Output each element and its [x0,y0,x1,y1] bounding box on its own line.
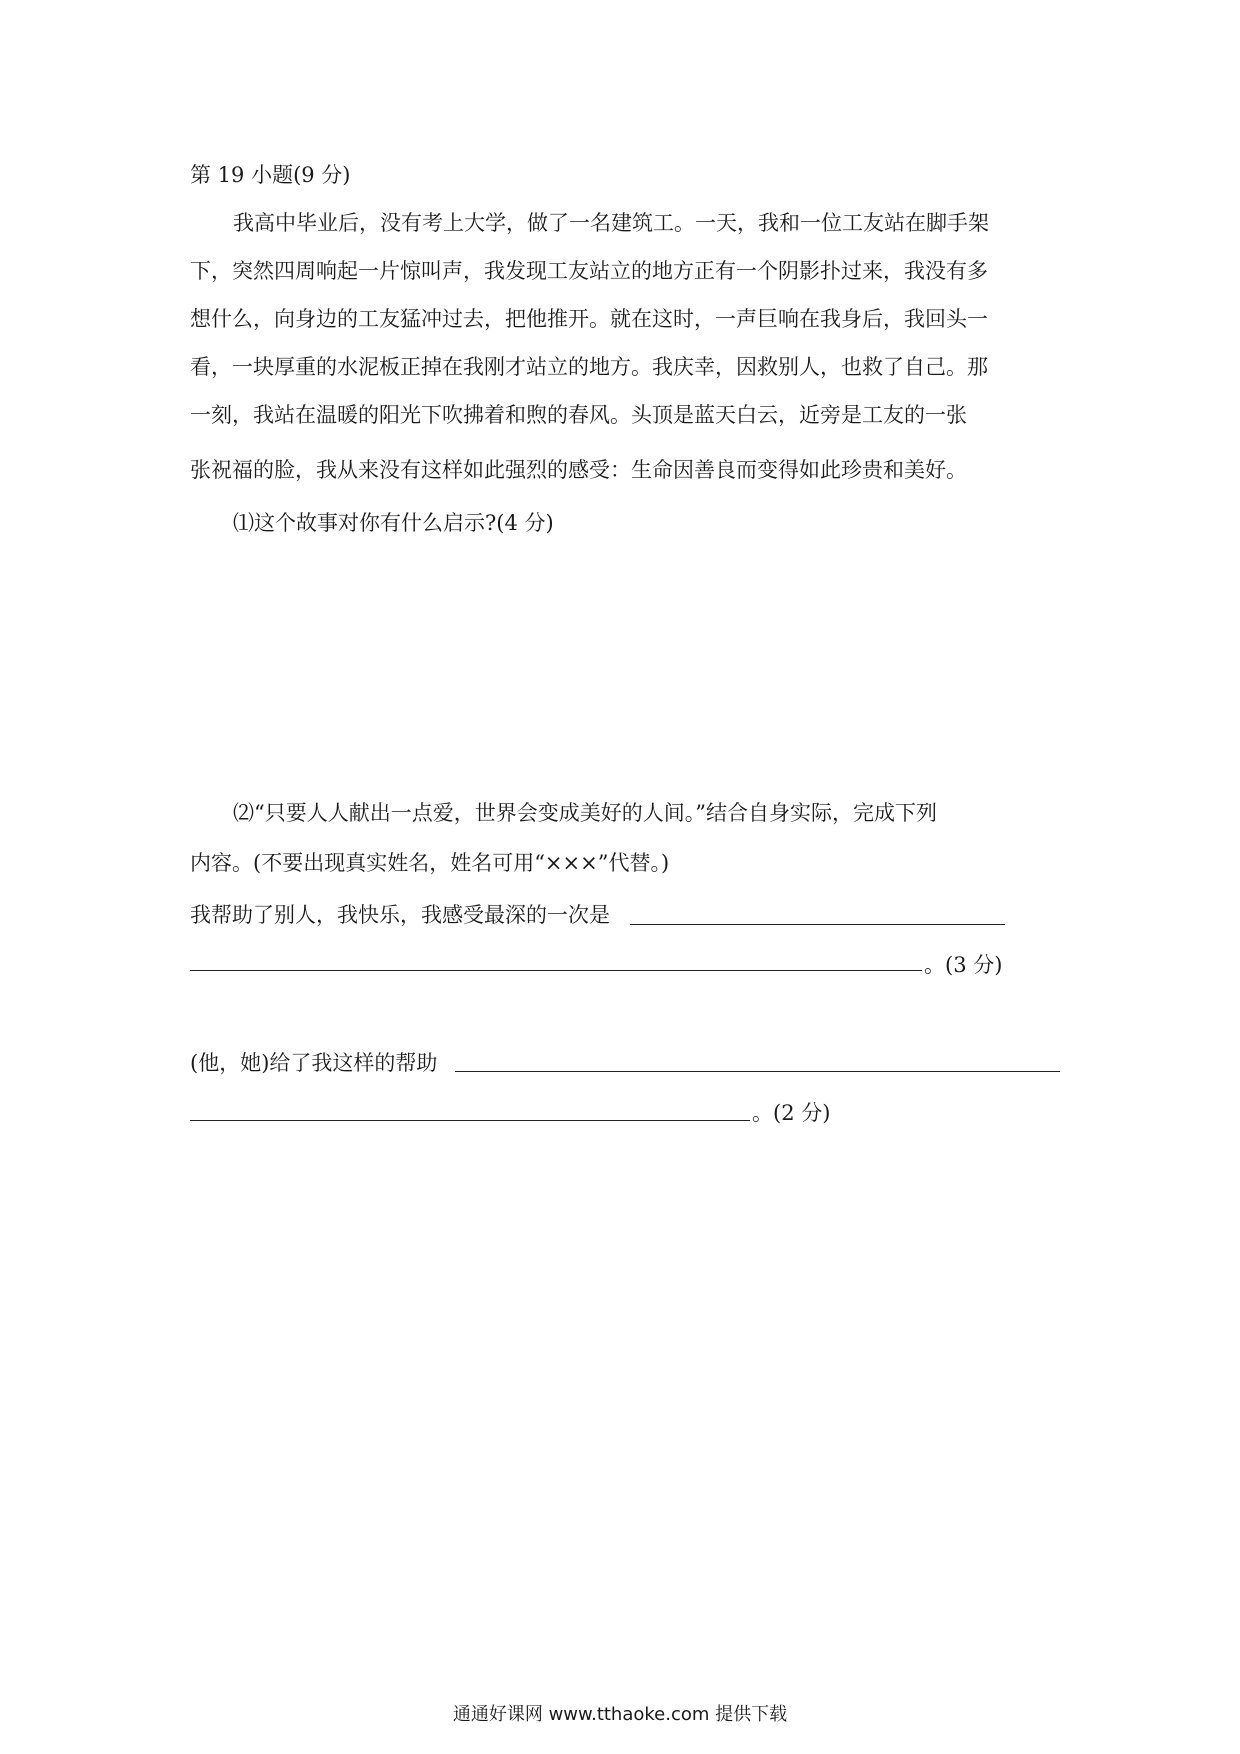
sub-question-2-line-1: ⑵“只要人人献出一点爱，世界会变成美好的人间。”结合自身实际，完成下列 [233,801,937,825]
fill-1-blank-b[interactable] [190,970,922,971]
passage-line-3: 想什么，向身边的工友猛冲过去，把他推开。就在这时，一声巨响在我身后，我回头一 [190,307,988,331]
sub-question-2-line-2: 内容。(不要出现真实姓名，姓名可用“×××”代替。) [190,851,670,875]
passage-line-6: 张祝福的脸，我从来没有这样如此强烈的感受：生命因善良而变得如此珍贵和美好。 [190,458,967,482]
sub-question-1: ⑴这个故事对你有什么启示?(4 分) [233,511,554,535]
fill-2-suffix: 。(2 分) [752,1101,831,1125]
fill-1-blank-a[interactable] [630,924,1005,925]
fill-2-blank-a[interactable] [455,1071,1060,1072]
fill-2-prefix: (他，她)给了我这样的帮助 [190,1051,438,1075]
passage-line-5: 一刻，我站在温暖的阳光下吹拂着和煦的春风。头顶是蓝天白云，近旁是工友的一张 [190,403,967,427]
passage-line-1: 我高中毕业后，没有考上大学，做了一名建筑工。一天，我和一位工友站在脚手架 [233,211,989,235]
fill-1-prefix: 我帮助了别人，我快乐，我感受最深的一次是 [190,903,610,927]
fill-2-blank-b[interactable] [190,1120,750,1121]
fill-1-suffix: 。(3 分) [924,953,1003,977]
passage-line-2: 下，突然四周响起一片惊叫声，我发现工友站立的地方正有一个阴影扑过来，我没有多 [190,259,988,283]
footer-credit: 通通好课网 www.tthaoke.com 提供下载 [452,1704,788,1725]
passage-line-4: 看，一块厚重的水泥板正掉在我刚才站立的地方。我庆幸，因救别人，也救了自己。那 [190,355,988,379]
question-title: 第 19 小题(9 分) [190,163,351,187]
